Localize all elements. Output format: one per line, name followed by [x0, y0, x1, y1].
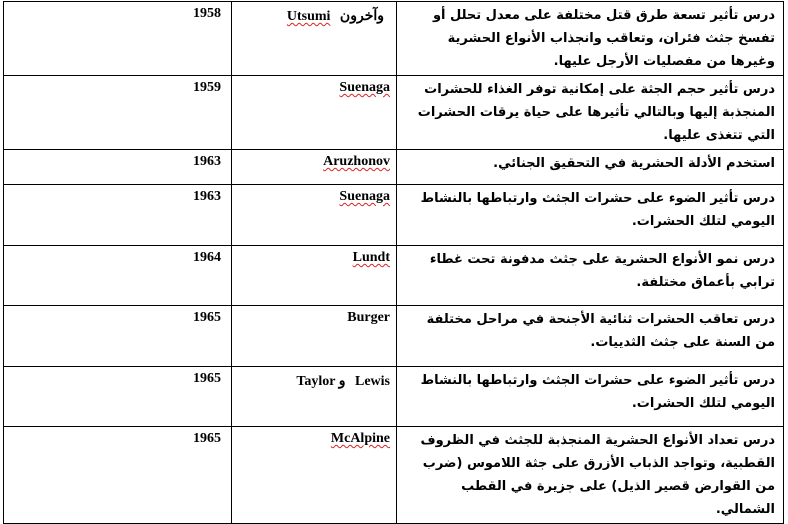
table-row [4, 306, 784, 367]
description-text: درس تأثير تسعة طرق قتل مختلفة على معدل تحلل أو تفسخ جثث فئران، وتعاقب وانجذاب الأنواع الحشرية وغيرها من مفصليات الأرجل عليها. [432, 8, 775, 69]
description-text: درس تأثير حجم الجثة على إمكانية توفر الغذاء للحشرات المنجذبة إليها وبالتالي تأثيرها على حياة يرقات الحشرات التي تتغذى عليها. [417, 82, 775, 143]
author-cell [232, 246, 397, 306]
author-text: Burger [347, 310, 390, 325]
year-text: 1963 [193, 154, 221, 169]
description-text: درس تأثير الضوء على حشرات الجثث وارتباطها بالنشاط اليومي لتلك الحشرات. [420, 373, 775, 411]
year-cell [4, 150, 232, 185]
description-text: درس تعداد الأنواع الحشرية المنجذبة للجثث في الظروف القطبية، وتواجد الذباب الأزرق على جثة اللاموس (ضرب من القوارض قصير الذيل) على جزيرة في القطب الشمالي. [420, 433, 775, 517]
description-cell [397, 367, 784, 427]
author-text: McAlpine [330, 431, 390, 446]
author-text: Suenaga [339, 189, 390, 204]
year-text: 1959 [193, 80, 221, 95]
author-cell [232, 367, 397, 427]
year-text: 1965 [193, 371, 221, 386]
author-text: Suenaga [339, 80, 390, 95]
description-cell [397, 185, 784, 246]
year-text: 1965 [193, 431, 221, 446]
description-cell [397, 306, 784, 367]
author-cell [232, 306, 397, 367]
table-row [4, 76, 784, 150]
year-text: 1964 [193, 250, 221, 265]
year-cell [4, 246, 232, 306]
year-text: 1963 [193, 189, 221, 204]
table-row [4, 427, 784, 524]
description-text: استخدم الأدلة الحشرية في التحقيق الجنائي. [493, 156, 775, 171]
year-cell [4, 76, 232, 150]
description-cell [397, 2, 784, 76]
author-text: Aruzhonov [323, 154, 390, 169]
table-row [4, 246, 784, 306]
description-text: درس تأثير الضوء على حشرات الجثث وارتباطها بالنشاط اليومي لتلك الحشرات. [420, 191, 775, 229]
table-row [4, 2, 784, 76]
author-cell [232, 76, 397, 150]
year-cell [4, 367, 232, 427]
description-cell [397, 76, 784, 150]
author-cell [232, 2, 397, 76]
description-text: درس تعاقب الحشرات ثنائية الأجنحة في مراحل مختلفة من السنة على جثث الثدييات. [426, 312, 775, 350]
year-text: 1958 [193, 6, 221, 21]
description-cell [397, 150, 784, 185]
author-text: Taylor و Lewis [296, 374, 390, 389]
description-text: درس نمو الأنواع الحشرية على جثث مدفونة تحت غطاء ترابي بأعماق مختلفة. [429, 252, 775, 290]
table-row [4, 367, 784, 427]
author-cell [232, 427, 397, 524]
description-cell [397, 427, 784, 524]
research-history-table [3, 1, 784, 524]
author-text: Lundt [352, 250, 390, 265]
table-row [4, 185, 784, 246]
author-text: Utsumi وآخرون [286, 9, 384, 24]
year-text: 1965 [193, 310, 221, 325]
table-row [4, 150, 784, 185]
year-cell [4, 2, 232, 76]
year-cell [4, 427, 232, 524]
year-cell [4, 306, 232, 367]
description-cell [397, 246, 784, 306]
author-cell [232, 150, 397, 185]
author-cell [232, 185, 397, 246]
year-cell [4, 185, 232, 246]
